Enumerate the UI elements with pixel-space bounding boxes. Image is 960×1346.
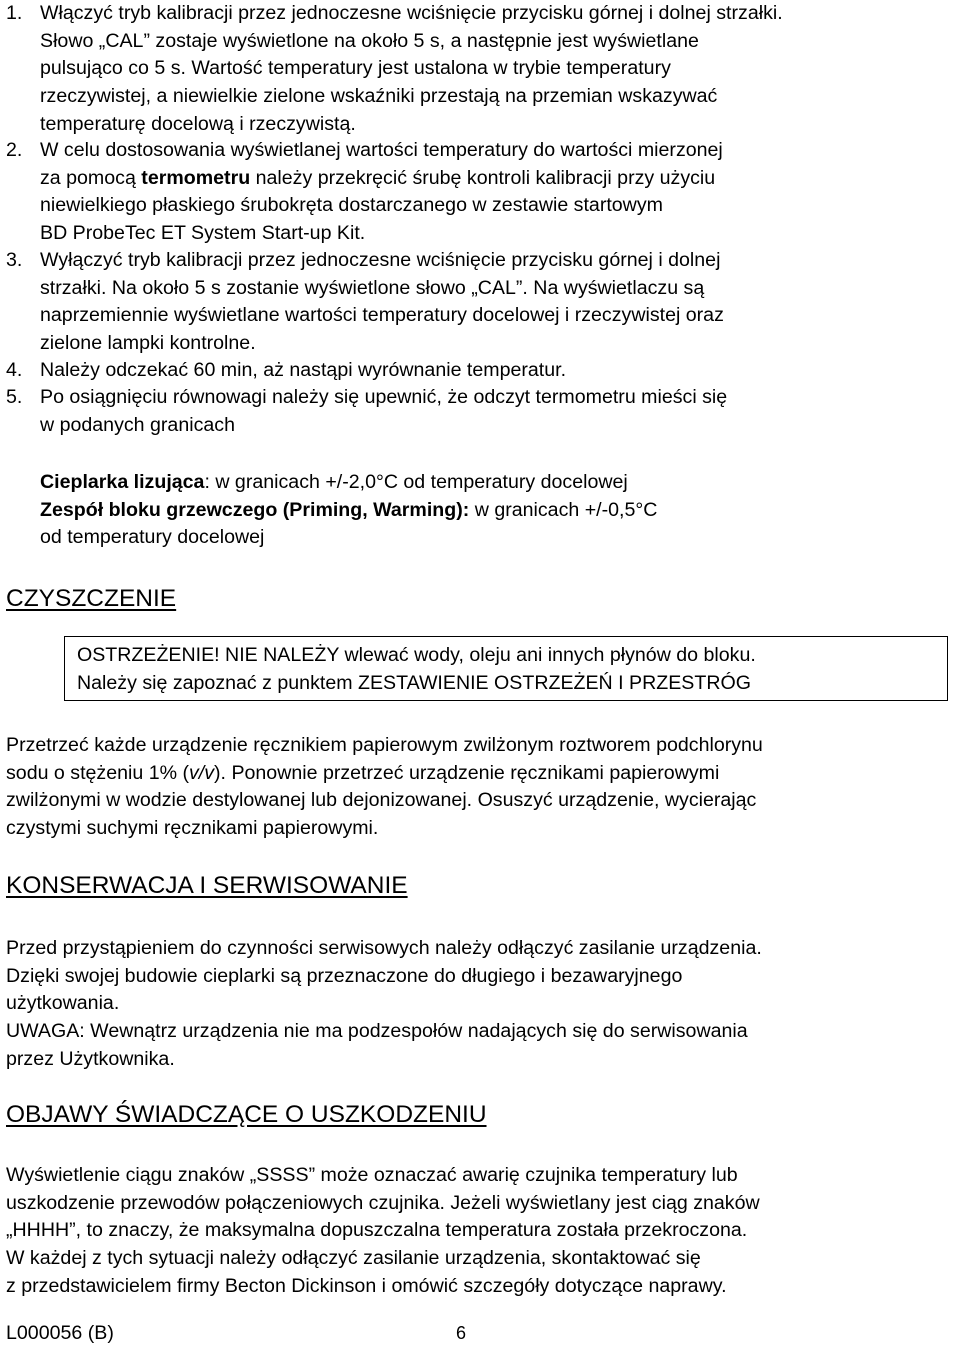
step-number: 3.: [6, 249, 23, 271]
cleaning-line: [6, 760, 763, 788]
step-number: 4.: [6, 359, 23, 381]
maintenance-line: Dzięki swojej budowie cieplarki są przeznaczone do długiego i bezawaryjnego: [6, 964, 683, 987]
heater-limit: [40, 497, 657, 525]
step-text-line: Słowo „CAL” zostaje wyświetlone na około 5 s, a następnie jest wyświetlane: [40, 29, 699, 52]
maintenance-heading: KONSERWACJA I SERWISOWANIE: [6, 872, 408, 899]
maintenance-line: UWAGA: Wewnątrz urządzenia nie ma podzespołów nadających się do serwisowania: [6, 1020, 748, 1043]
maintenance-text: [6, 935, 762, 1074]
heater-label: Zespół bloku grzewczego (Priming, Warming):: [40, 498, 470, 521]
warning-box: [64, 636, 948, 701]
heater-text: w granicach +/-0,5°C: [469, 498, 658, 521]
incubator-text: : w granicach +/-2,0°C od temperatury docelowej: [204, 471, 628, 493]
maintenance-line: użytkowania.: [6, 992, 120, 1015]
cleaning-heading: CZYSZCZENIE: [6, 585, 177, 612]
step-text-line: niewielkiego płaskiego śrubokręta dostarczanego w zestawie startowym: [40, 194, 663, 217]
thermometer-emphasis: termometru: [141, 166, 251, 189]
cleaning-line: czystymi suchymi ręcznikami papierowymi.: [6, 817, 379, 840]
step-text-line: pulsująco co 5 s. Wartość temperatury jest ustalona w trybie temperatury: [40, 57, 671, 80]
step-text-line: rzeczywistej, a niewielkie zielone wskaźniki przestają na przemian wskazywać: [40, 85, 718, 108]
symptoms-line: „HHHH”, to znaczy, że maksymalna dopuszczalna temperatura została przekroczona.: [6, 1219, 748, 1242]
document-code: L000056 (B): [6, 1322, 114, 1344]
step-text-line: BD ProbeTec ET System Start-up Kit.: [40, 222, 366, 245]
step-text-line: naprzemiennie wyświetlane wartości temperatury docelowej i rzeczywistej oraz: [40, 304, 724, 327]
warning-line: OSTRZEŻENIE! NIE NALEŻY wlewać wody, oleju ani innych płynów do bloku.: [77, 644, 756, 666]
symptoms-line: uszkodzenie przewodów połączeniowych czujnika. Jeżeli wyświetlany jest ciąg znaków: [6, 1191, 760, 1214]
cleaning-text: [6, 732, 763, 843]
warning-line: Należy się zapoznać z punktem ZESTAWIENIE OSTRZEŻEŃ I PRZESTRÓG: [77, 672, 751, 694]
step-number: 2.: [6, 139, 23, 161]
step-number: 5.: [6, 386, 23, 408]
maintenance-line: przez Użytkownika.: [6, 1047, 175, 1070]
step-text-line: temperaturę docelową i rzeczywistą.: [40, 112, 356, 135]
step-text-fragment: należy przekręcić śrubę kontroli kalibracji przy użyciu: [250, 166, 716, 189]
incubator-limit: [40, 469, 657, 497]
step-text-line: Po osiągnięciu równowagi należy się upewnić, że odczyt termometru mieści się: [40, 386, 728, 408]
step-text-line: [40, 165, 723, 193]
maintenance-line: Przed przystąpieniem do czynności serwisowych należy odłączyć zasilanie urządzenia.: [6, 937, 762, 959]
step-text-line: w podanych granicach: [40, 413, 235, 436]
temperature-limits: [40, 469, 657, 552]
page-number: 6: [456, 1323, 467, 1343]
symptoms-heading: OBJAWY ŚWIADCZĄCE O USZKODZENIU: [6, 1101, 487, 1128]
symptoms-line: Wyświetlenie ciągu znaków „SSSS” może oznaczać awarię czujnika temperatury lub: [6, 1164, 738, 1186]
step-text-line: Włączyć tryb kalibracji przez jednoczesne wciśnięcie przycisku górnej i dolnej strzałki.: [40, 2, 783, 24]
step-text-line: Należy odczekać 60 min, aż nastąpi wyrównanie temperatur.: [40, 359, 567, 381]
symptoms-line: z przedstawicielem firmy Becton Dickinson i omówić szczegóły dotyczące naprawy.: [6, 1274, 727, 1297]
step-text-line: W celu dostosowania wyświetlanej wartości temperatury do wartości mierzonej: [40, 139, 723, 161]
cleaning-line: zwilżonymi w wodzie destylowanej lub dejonizowanej. Osuszyć urządzenie, wycierając: [6, 789, 757, 812]
volume-ratio: v/v: [188, 761, 215, 784]
cleaning-fragment: ). Ponownie przetrzeć urządzenie ręcznikami papierowymi: [214, 761, 720, 784]
step-number: 1.: [6, 2, 23, 24]
step-text-line: strzałki. Na około 5 s zostanie wyświetlone słowo „CAL”. Na wyświetlaczu są: [40, 276, 705, 299]
cleaning-fragment: sodu o stężeniu 1% (: [6, 761, 189, 784]
step-text-fragment: za pomocą: [40, 166, 142, 189]
incubator-label: Cieplarka lizująca: [40, 471, 205, 493]
step-text-line: Wyłączyć tryb kalibracji przez jednoczesne wciśnięcie przycisku górnej i dolnej: [40, 249, 721, 271]
heater-limit-continued: od temperatury docelowej: [40, 526, 265, 549]
symptoms-text: [6, 1162, 760, 1301]
symptoms-line: W każdej z tych sytuacji należy odłączyć zasilanie urządzenia, skontaktować się: [6, 1247, 701, 1270]
step-text-line: zielone lampki kontrolne.: [40, 332, 256, 355]
cleaning-line: Przetrzeć każde urządzenie ręcznikiem papierowym zwilżonym roztworem podchlorynu: [6, 734, 763, 756]
